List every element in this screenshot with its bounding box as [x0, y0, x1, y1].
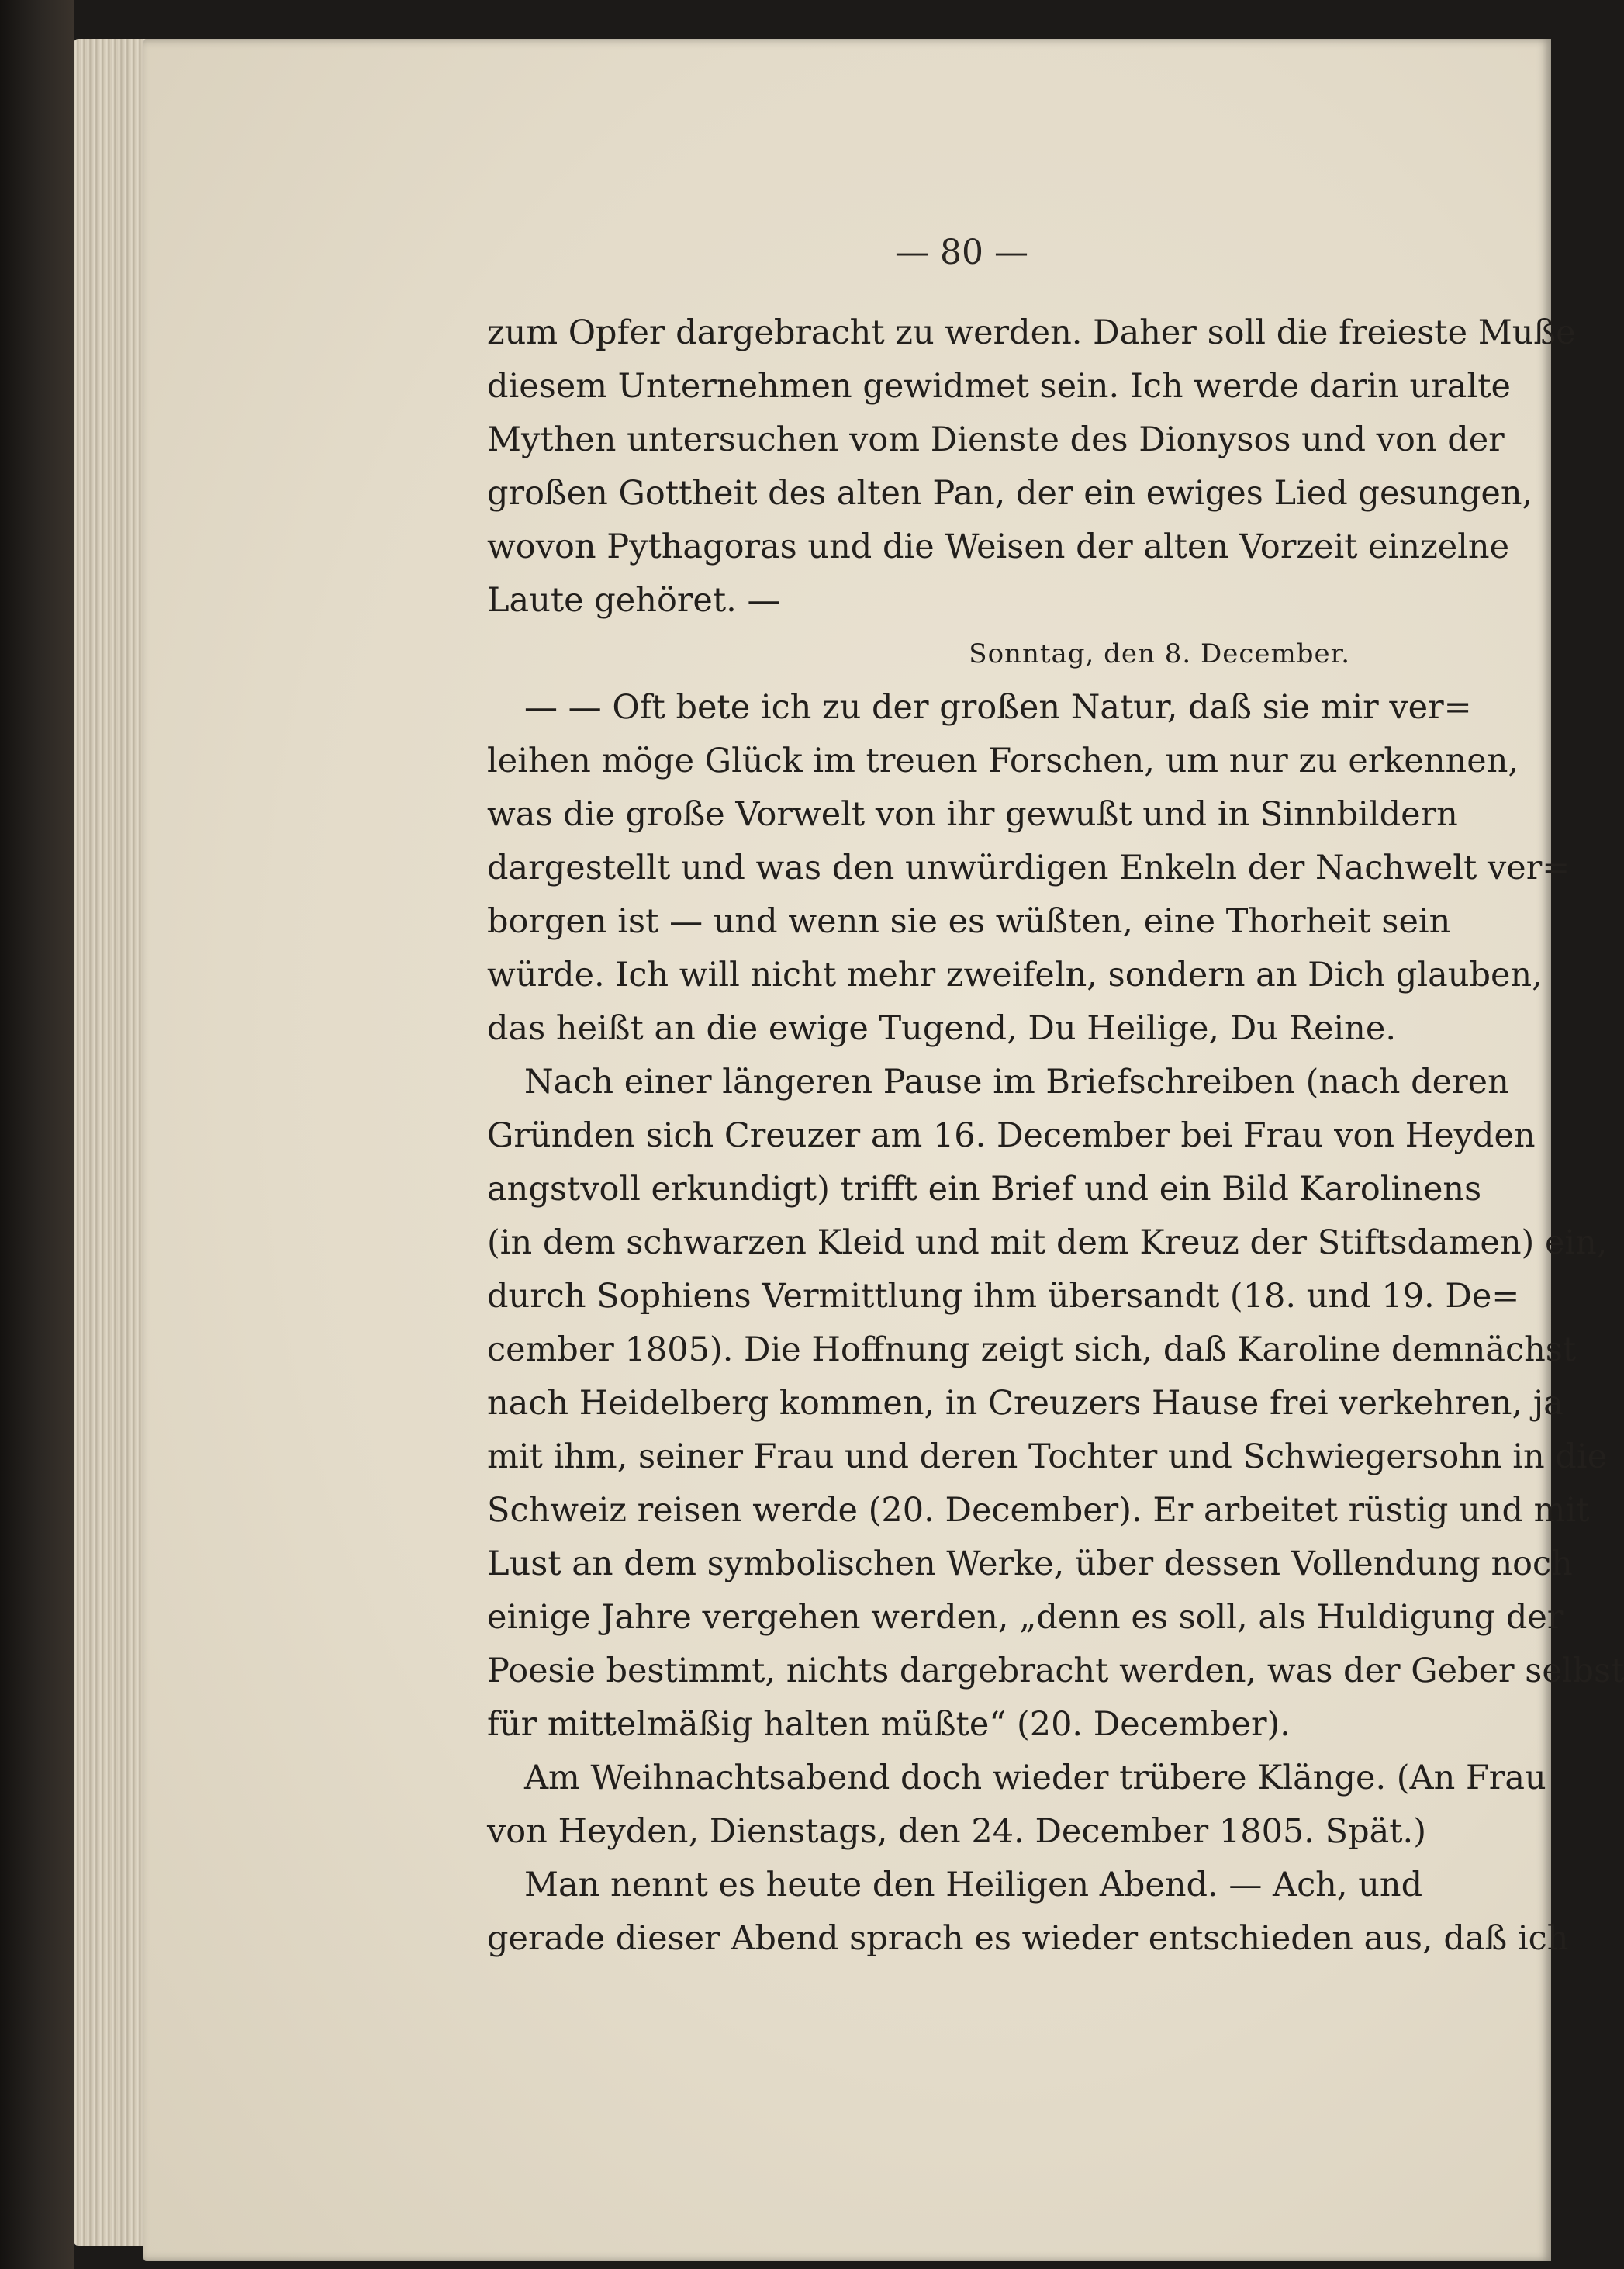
- text-line: würde. Ich will nicht mehr zweifeln, sondern an Dich glauben,: [487, 956, 1543, 994]
- text-line: nach Heidelberg kommen, in Creuzers Hause frei verkehren, ja: [487, 1384, 1564, 1423]
- text-line: Schweiz reisen werde (20. December). Er arbeitet rüstig und mit: [487, 1491, 1590, 1530]
- text-line: wovon Pythagoras und die Weisen der alten Vorzeit einzelne: [487, 527, 1510, 566]
- text-line: cember 1805). Die Hoffnung zeigt sich, daß Karoline demnächst: [487, 1330, 1577, 1369]
- text-line: Nach einer längeren Pause im Briefschreiben (nach deren: [524, 1063, 1509, 1102]
- text-line: zum Opfer dargebracht zu werden. Daher soll die freieste Muße: [487, 313, 1576, 352]
- dateline: Sonntag, den 8. December.: [969, 638, 1350, 669]
- text-line: (in dem schwarzen Kleid und mit dem Kreuz der Stiftsdamen) ein,: [487, 1223, 1608, 1262]
- text-line: einige Jahre vergehen werden, „denn es soll, als Huldigung der: [487, 1598, 1564, 1637]
- text-line: durch Sophiens Vermittlung ihm übersandt (18. und 19. De=: [487, 1277, 1520, 1316]
- text-line: dargestellt und was den unwürdigen Enkeln der Nachwelt ver=: [487, 849, 1570, 887]
- page-edges: [74, 39, 151, 2246]
- text-line: borgen ist — und wenn sie es wüßten, eine Thorheit sein: [487, 902, 1451, 941]
- page-number: — 80 —: [895, 233, 1028, 272]
- text-line: diesem Unternehmen gewidmet sein. Ich werde darin uralte: [487, 367, 1511, 406]
- text-line: Gründen sich Creuzer am 16. December bei Frau von Heyden: [487, 1116, 1536, 1155]
- book-binding: [0, 0, 74, 2269]
- text-line: Poesie bestimmt, nichts dargebracht werden, was der Geber selbst: [487, 1652, 1624, 1690]
- body-text: [487, 306, 1624, 1966]
- text-line: großen Gottheit des alten Pan, der ein ewiges Lied gesungen,: [487, 474, 1533, 513]
- text-line: angstvoll erkundigt) trifft ein Brief und ein Bild Karolinens: [487, 1170, 1482, 1209]
- text-line: gerade dieser Abend sprach es wieder entschieden aus, daß ich: [487, 1919, 1569, 1958]
- text-line: — — Oft bete ich zu der großen Natur, daß sie mir ver=: [524, 688, 1472, 727]
- text-line: Man nennt es heute den Heiligen Abend. — Ach, und: [524, 1866, 1423, 1904]
- text-line: Am Weihnachtsabend doch wieder trübere Klänge. (An Frau: [524, 1759, 1546, 1797]
- text-line: mit ihm, seiner Frau und deren Tochter und Schwiegersohn in die: [487, 1437, 1608, 1476]
- text-line: Lust an dem symbolischen Werke, über dessen Vollendung noch: [487, 1544, 1573, 1583]
- text-line: das heißt an die ewige Tugend, Du Heilige, Du Reine.: [487, 1009, 1396, 1048]
- text-line: von Heyden, Dienstags, den 24. December 1805. Spät.): [487, 1812, 1426, 1851]
- text-line: Mythen untersuchen vom Dienste des Dionysos und von der: [487, 420, 1505, 459]
- text-line: für mittelmäßig halten müßte“ (20. December).: [487, 1705, 1291, 1744]
- text-line: leihen möge Glück im treuen Forschen, um nur zu erkennen,: [487, 742, 1519, 780]
- text-line: Laute gehöret. —: [487, 581, 781, 620]
- text-line: was die große Vorwelt von ihr gewußt und in Sinnbildern: [487, 795, 1458, 834]
